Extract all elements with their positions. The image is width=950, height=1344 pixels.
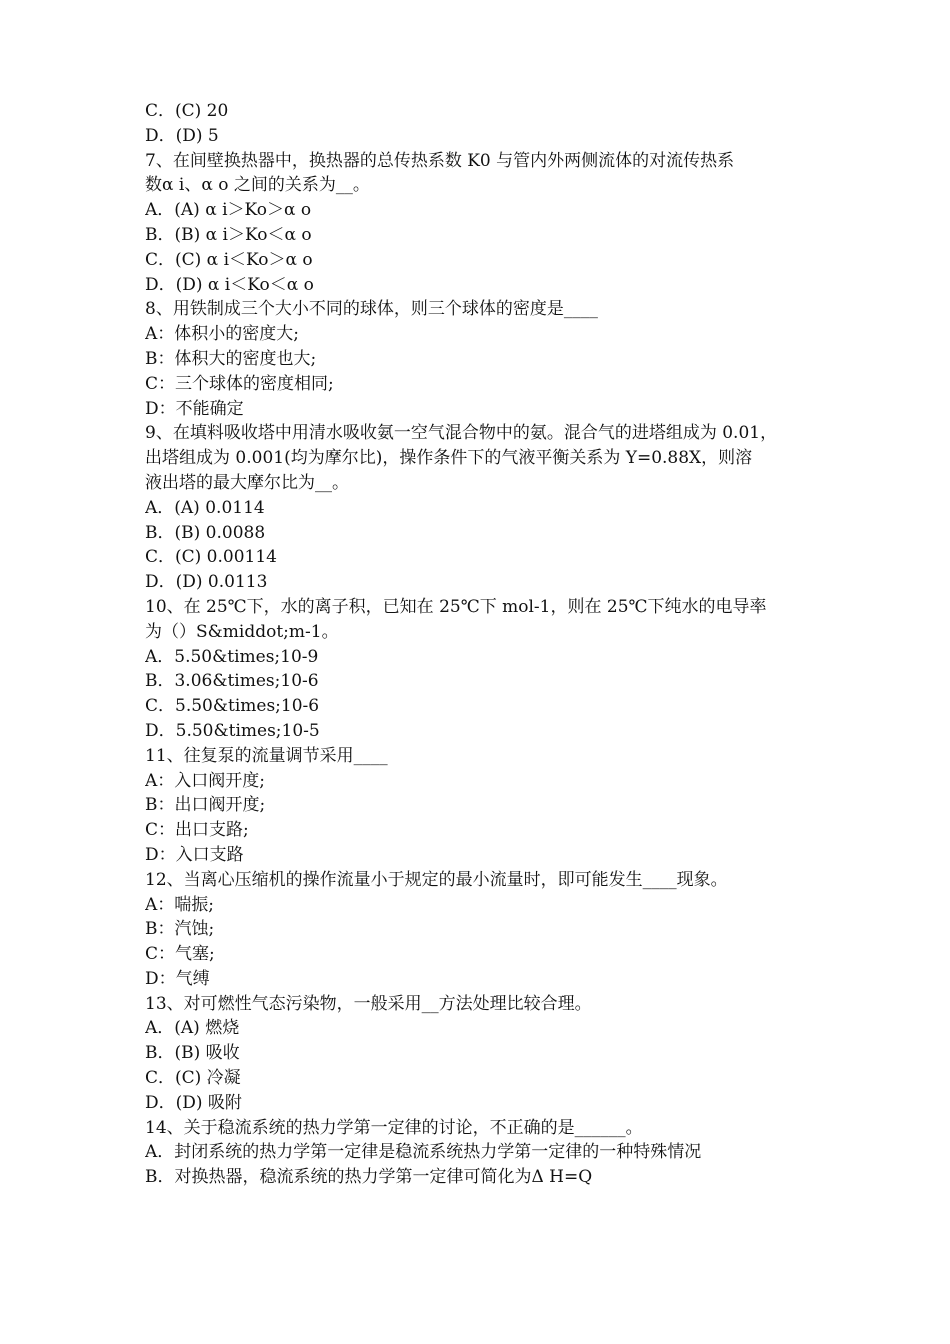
question-12-text: 12、当离心压缩机的操作流量小于规定的最小流量时，即可能发生____现象。 <box>145 869 728 890</box>
option-line: B：汽蚀; <box>145 919 215 940</box>
option-line: B．对换热器，稳流系统的热力学第一定律可简化为Δ H=Q <box>145 1167 593 1188</box>
option-line: B．(B) 0.0088 <box>145 522 266 543</box>
option-line: A．(A) 0.0114 <box>145 497 265 518</box>
option-line: C．5.50&times;10-6 <box>145 696 320 717</box>
option-line: C：三个球体的密度相同; <box>145 373 334 394</box>
question-9-text: 出塔组成为 0.001(均为摩尔比)，操作条件下的气液平衡关系为 Y=0.88X，则溶 <box>145 448 753 469</box>
option-line: D．5.50&times;10-5 <box>145 720 320 741</box>
option-line: B：出口阀开度; <box>145 795 266 816</box>
option-line: D：不能确定 <box>145 398 244 419</box>
option-line: D．(D) α i＜Ko＜α o <box>145 274 314 295</box>
option-line: A．(A) 燃烧 <box>145 1018 240 1039</box>
question-8-text: 8、用铁制成三个大小不同的球体，则三个球体的密度是____ <box>145 299 598 320</box>
option-line: D．(D) 0.0113 <box>145 572 268 593</box>
question-7-text: 数α i、α o 之间的关系为__。 <box>145 175 370 196</box>
option-line: C．(C) α i＜Ko＞α o <box>145 249 313 270</box>
question-9-text: 9、在填料吸收塔中用清水吸收氨一空气混合物中的氨。混合气的进塔组成为 0.01， <box>145 423 778 444</box>
option-line: C．(C) 冷凝 <box>145 1068 241 1089</box>
option-line: B．(B) 吸收 <box>145 1043 240 1064</box>
option-line: C．(C) 0.00114 <box>145 547 277 568</box>
option-line: B．(B) α i＞Ko＜α o <box>145 224 312 245</box>
question-7-text: 7、在间壁换热器中，换热器的总传热系数 K0 与管内外两侧流体的对流传热系 <box>145 150 735 171</box>
option-line: C．(C) 20 <box>145 101 229 121</box>
option-line: D：气缚 <box>145 968 210 989</box>
option-line: D．(D) 5 <box>145 125 219 146</box>
option-line: A．5.50&times;10-9 <box>145 646 319 667</box>
question-10-text: 为（）S&middot;m-1。 <box>145 621 339 642</box>
document-body <box>145 99 815 1190</box>
option-line: D．(D) 吸附 <box>145 1092 242 1113</box>
option-line: A．封闭系统的热力学第一定律是稳流系统热力学第一定律的一种特殊情况 <box>145 1142 702 1163</box>
question-11-text: 11、往复泵的流量调节采用____ <box>145 745 388 766</box>
option-line: A：入口阀开度; <box>145 770 266 791</box>
option-line: B：体积大的密度也大; <box>145 348 317 369</box>
option-line: B．3.06&times;10-6 <box>145 671 319 692</box>
option-line: C：出口支路; <box>145 820 249 841</box>
option-line: A：体积小的密度大; <box>145 324 300 345</box>
option-line: A．(A) α i＞Ko＞α o <box>145 200 312 221</box>
question-14-text: 14、关于稳流系统的热力学第一定律的讨论，不正确的是______。 <box>145 1117 643 1138</box>
option-line: C：气塞; <box>145 944 215 965</box>
question-13-text: 13、对可燃性气态污染物，一般采用__方法处理比较合理。 <box>145 993 592 1014</box>
question-9-text: 液出塔的最大摩尔比为__。 <box>145 472 349 493</box>
option-line: D：入口支路 <box>145 844 244 865</box>
option-line: A：喘振; <box>145 894 215 915</box>
question-10-text: 10、在 25℃下，水的离子积，已知在 25℃下 mol-1，则在 25℃下纯水的电导率 <box>145 596 767 617</box>
